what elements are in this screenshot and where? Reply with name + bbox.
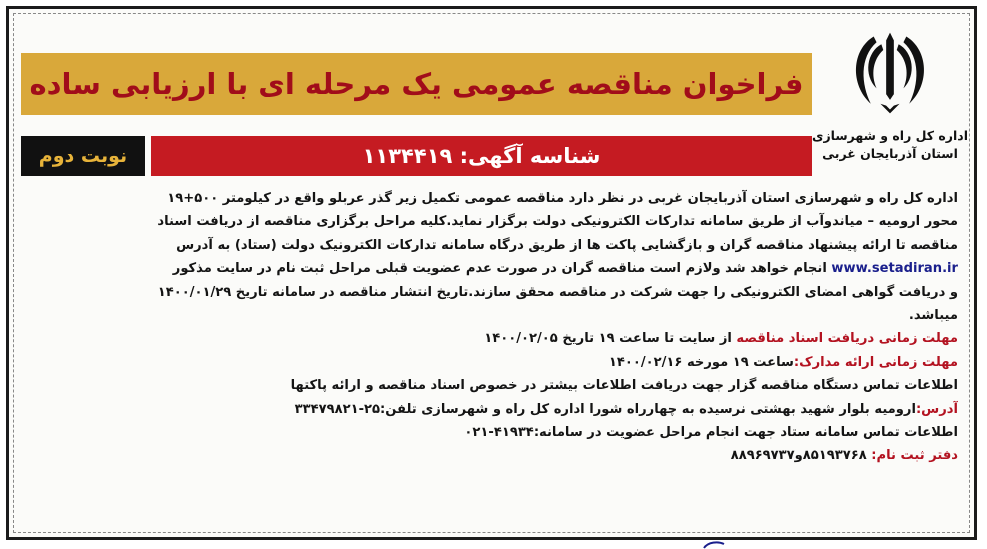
deadline-docs-label: مهلت زمانی دریافت اسناد مناقصه: [736, 331, 958, 347]
organization-name: [812, 127, 968, 163]
body-line-6: میباشد.: [908, 308, 958, 324]
registry-value: ۸۵۱۹۳۷۶۸و۸۸۹۶۹۷۳۷: [730, 448, 867, 464]
body-line-2: محور ارومیه – میاندوآب از طریق سامانه تدارکات الکترونیکی دولت برگزار نماید.کلیه مراحل برگزاری مناقصه از دریافت اسناد: [157, 214, 958, 230]
page-title: فراخوان مناقصه عمومی یک مرحله ای با ارزیابی ساده: [29, 67, 804, 101]
title-banner: [21, 53, 812, 115]
setad-website-link[interactable]: www.setadiran.ir: [831, 261, 958, 277]
registry: [25, 444, 958, 467]
address: [25, 398, 958, 421]
deadline-submit: [25, 351, 958, 374]
turn-text: نوبت دوم: [38, 145, 128, 167]
deadline-docs: [25, 327, 958, 350]
ad-id-text: شناسه آگهی: ۱۱۳۴۴۱۹: [362, 144, 601, 168]
header-logo-block: [812, 25, 968, 175]
notice-body: [25, 187, 958, 468]
id-row: [21, 136, 812, 176]
body-line-1: اداره کل راه و شهرسازی استان آذربایجان غربی در نظر دارد مناقصه عمومی تکمیل زیر گذر عربلو واقع در کیلومتر ۵۰۰+۱۹: [167, 191, 958, 206]
org-line-1: اداره کل راه و شهرسازی: [812, 128, 968, 143]
body-line-5: و دریافت گواهی امضای الکترونیکی را جهت شرکت در مناقصه محقق سازند.تاریخ انتشار مناقصه در سامانه تاریخ ۱۴۰۰/۰۱/۲۹: [157, 284, 958, 300]
org-line-2: استان آذربایجان غربی: [822, 146, 958, 161]
ad-id-bar: [151, 136, 812, 176]
body-line-4-text: انجام خواهد شد ولازم است مناقصه گران در صورت عدم عضویت قبلی مراحل ثبت نام در سایت مذکور: [172, 261, 827, 277]
notice-frame: [6, 6, 977, 540]
deadline-docs-value: از سایت تا ساعت ۱۹ تاریخ ۱۴۰۰/۰۲/۰۵: [484, 331, 732, 347]
body-line-3: مناقصه تا ارائه پیشنهاد مناقصه گران و بازگشایی پاکت ها از طریق درگاه سامانه تدارکات الکترونیک دولت (ستاد) به آدرس: [176, 237, 958, 253]
deadline-submit-value: ساعت ۱۹ مورخه ۱۴۰۰/۰۲/۱۶: [608, 354, 794, 370]
setad-contact: اطلاعات تماس سامانه ستاد جهت انجام مراحل عضویت در سامانه:۴۱۹۳۴-۰۲۱: [464, 425, 958, 441]
pen-mark-icon: [700, 540, 728, 549]
contact-info: اطلاعات تماس دستگاه مناقصه گزار جهت دریافت اطلاعات بیشتر در خصوص اسناد مناقصه و ارائه پاکتها: [290, 378, 958, 394]
turn-badge: [21, 136, 145, 176]
iran-emblem-icon: [841, 25, 939, 121]
address-value: ارومیه بلوار شهید بهشتی نرسیده به چهارراه شورا اداره کل راه و شهرسازی تلفن:۲۵-۳۳۴۷۹۸۲۱: [294, 401, 916, 417]
address-label: آدرس:: [915, 401, 958, 417]
deadline-submit-label: مهلت زمانی ارائه مدارک:: [793, 354, 958, 370]
body-line-4: [25, 257, 958, 280]
registry-label: دفتر ثبت نام:: [871, 448, 958, 464]
